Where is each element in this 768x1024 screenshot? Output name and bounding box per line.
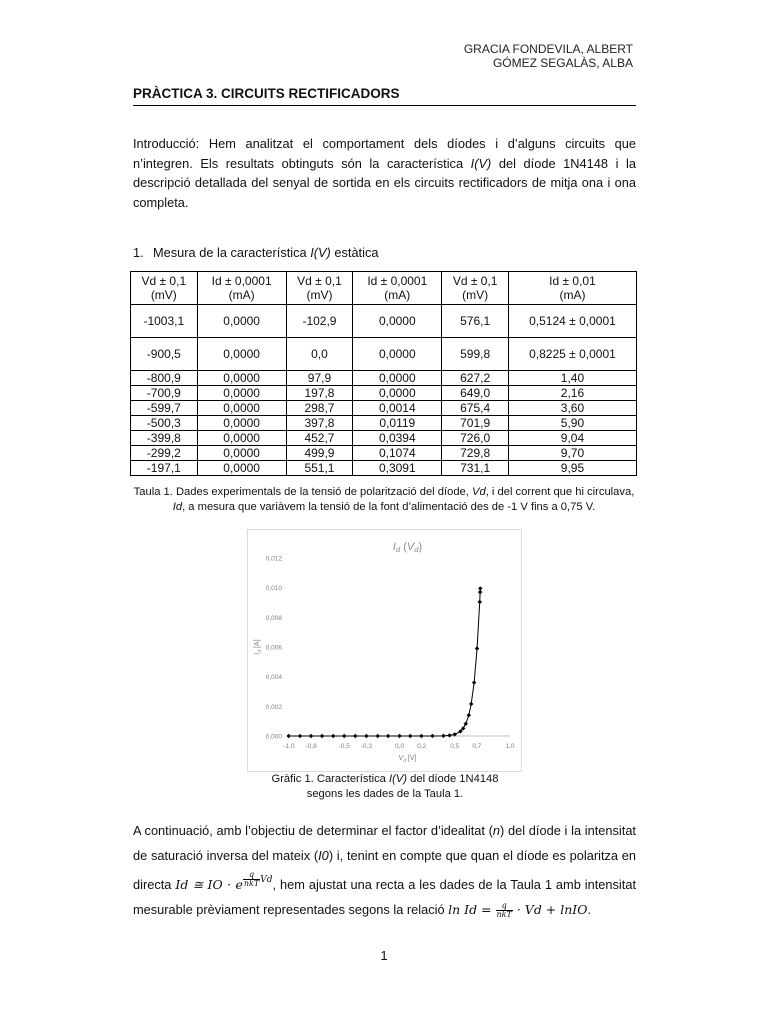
section-heading-1 bbox=[133, 245, 378, 260]
table-header-line: (mA) bbox=[559, 288, 586, 302]
table-cell: -500,3 bbox=[131, 416, 198, 431]
table-header-line: (mV) bbox=[306, 288, 333, 302]
table-cell: 0,0 bbox=[286, 338, 353, 371]
data-table bbox=[130, 271, 637, 476]
data-point bbox=[419, 734, 423, 738]
caption2-iv: I(V) bbox=[389, 773, 408, 785]
caption1-c: , a mesura que variàvem la tensió de la font d’alimentació des de -1 V fins a 0,75 V. bbox=[182, 501, 596, 513]
section-number: 1. bbox=[133, 245, 144, 260]
eq1-main: Id ≅ IO · e bbox=[175, 877, 243, 892]
table-header-line: Id ± 0,0001 bbox=[367, 274, 428, 288]
eq2-fraction bbox=[496, 902, 513, 919]
table-header-5 bbox=[508, 272, 636, 305]
x-tick-label: 0,7 bbox=[472, 743, 482, 750]
chart-caption-line2: segons les dades de la Taula 1. bbox=[306, 788, 464, 800]
table-row bbox=[131, 371, 637, 386]
data-point bbox=[286, 734, 290, 738]
para-c: ) i, tenint en compte que quan el díode es polaritza en directa bbox=[133, 848, 636, 892]
data-point bbox=[364, 734, 368, 738]
data-point bbox=[320, 734, 324, 738]
table-header-line: Id ± 0,01 bbox=[549, 274, 596, 288]
caption1-vd: Vd bbox=[472, 486, 486, 498]
intro-text-2: del díode 1N4148 i la descripció detallada del senyal de sortida en els circuits rectificadors de mitja ona i ona completa. bbox=[133, 155, 636, 210]
table-cell: -399,8 bbox=[131, 431, 198, 446]
table-header-4 bbox=[442, 272, 509, 305]
table-row bbox=[131, 416, 637, 431]
equation-1 bbox=[175, 870, 273, 892]
caption1-a: Taula 1. Dades experimentals de la tensió de polarització del díode, bbox=[133, 486, 472, 498]
table-cell: 298,7 bbox=[286, 401, 353, 416]
table-cell: -197,1 bbox=[131, 461, 198, 476]
table-cell: 729,8 bbox=[442, 446, 509, 461]
table-cell: -900,5 bbox=[131, 338, 198, 371]
table-cell: 0,3091 bbox=[353, 461, 442, 476]
x-tick-label: 0,5 bbox=[450, 743, 460, 750]
data-point bbox=[331, 734, 335, 738]
y-tick-label: 0,012 bbox=[265, 555, 282, 563]
y-axis-label: $I_d$ [A] bbox=[254, 639, 263, 655]
data-point bbox=[478, 586, 482, 590]
table-cell: 452,7 bbox=[286, 431, 353, 446]
chart-caption bbox=[200, 772, 570, 802]
eq1-exp-v: Vd bbox=[260, 875, 273, 885]
data-point bbox=[309, 734, 313, 738]
data-point bbox=[397, 734, 401, 738]
data-point bbox=[386, 734, 390, 738]
data-point bbox=[478, 590, 482, 594]
table-header-line: Id ± 0,0001 bbox=[211, 274, 272, 288]
table-cell: 649,0 bbox=[442, 386, 509, 401]
table-header-2 bbox=[286, 272, 353, 305]
table-cell: 0,0000 bbox=[353, 386, 442, 401]
body-paragraph bbox=[133, 818, 636, 922]
table-cell: 0,0000 bbox=[197, 431, 286, 446]
table-cell: -299,2 bbox=[131, 446, 198, 461]
intro-text-1: Introducció: Hem analitzat el comportament dels díodes i d’alguns circuits que n’integren. Els resultats obtinguts són la característica bbox=[133, 136, 636, 171]
table-cell: 0,0000 bbox=[197, 386, 286, 401]
eq1-frac-num: q bbox=[243, 871, 260, 880]
x-tick-label: -0,5 bbox=[338, 743, 350, 750]
eq1-fraction bbox=[243, 871, 260, 888]
section-iv: I(V) bbox=[310, 245, 331, 260]
table-cell: 0,0394 bbox=[353, 431, 442, 446]
table-caption bbox=[128, 485, 640, 515]
data-point bbox=[472, 680, 476, 684]
table-cell: 0,0014 bbox=[353, 401, 442, 416]
table-row bbox=[131, 431, 637, 446]
table-cell: 731,1 bbox=[442, 461, 509, 476]
para-d: , hem ajustat una recta a les dades de la Taula 1 amb intensitat mesurable prèviament representades segons la relació bbox=[133, 877, 636, 917]
chart-caption-line1 bbox=[200, 772, 570, 787]
table-cell: 0,0000 bbox=[197, 446, 286, 461]
table-cell: 9,70 bbox=[508, 446, 636, 461]
eq2-frac-num: q bbox=[496, 902, 513, 911]
x-tick-label: -1,0 bbox=[283, 743, 295, 750]
table-cell: -599,7 bbox=[131, 401, 198, 416]
table-header-line: Vd ± 0,1 bbox=[141, 274, 187, 288]
author-1: GRACIA FONDEVILA, ALBERT bbox=[463, 42, 633, 56]
table-cell: 0,0000 bbox=[353, 371, 442, 386]
author-block bbox=[464, 42, 633, 70]
table-cell: -700,9 bbox=[131, 386, 198, 401]
table-row bbox=[131, 401, 637, 416]
table-cell: 599,8 bbox=[442, 338, 509, 371]
caption1-id: Id bbox=[172, 501, 183, 513]
table-cell: -1003,1 bbox=[131, 305, 198, 338]
y-tick-label: 0,008 bbox=[265, 614, 282, 622]
section-text: Mesura de la característica bbox=[153, 245, 311, 260]
table-cell: 675,4 bbox=[442, 401, 509, 416]
y-tick-label: 0,000 bbox=[265, 733, 282, 741]
chart-title: Id (Vd) bbox=[392, 541, 423, 554]
table-cell: 397,8 bbox=[286, 416, 353, 431]
table-cell: 3,60 bbox=[508, 401, 636, 416]
table-header-line: (mA) bbox=[228, 288, 255, 302]
x-tick-label: 1,0 bbox=[505, 743, 515, 750]
iv-chart bbox=[248, 530, 521, 771]
section-tail: estàtica bbox=[330, 245, 379, 260]
y-tick-label: 0,004 bbox=[265, 674, 282, 682]
y-tick-label: 0,002 bbox=[265, 703, 282, 711]
equation-2 bbox=[448, 902, 587, 917]
eq2-right: · Vd + lnIO bbox=[516, 902, 588, 917]
table-cell: 0,8225 ± 0,0001 bbox=[508, 338, 636, 371]
table-row bbox=[131, 305, 637, 338]
data-point bbox=[430, 734, 434, 738]
table-cell: 0,0000 bbox=[197, 305, 286, 338]
table-cell: 0,0000 bbox=[197, 371, 286, 386]
table-body bbox=[131, 305, 637, 476]
caption2-a: Gràfic 1. Característica bbox=[271, 773, 390, 785]
table-cell: 0,0119 bbox=[353, 416, 442, 431]
para-a: A continuació, amb l’objectiu de determinar el factor d’idealitat ( bbox=[133, 823, 493, 838]
data-point bbox=[298, 734, 302, 738]
table-cell: 726,0 bbox=[442, 431, 509, 446]
table-cell: 0,0000 bbox=[197, 461, 286, 476]
table-cell: 0,0000 bbox=[197, 416, 286, 431]
data-point bbox=[469, 702, 473, 706]
table-cell: 551,1 bbox=[286, 461, 353, 476]
table-header-line: Vd ± 0,1 bbox=[297, 274, 342, 288]
x-axis-label: $V_d$ [V] bbox=[398, 755, 417, 764]
x-tick-label: -0,8 bbox=[305, 743, 317, 750]
table-cell: 197,8 bbox=[286, 386, 353, 401]
table-cell: 0,1074 bbox=[353, 446, 442, 461]
table-cell: -800,9 bbox=[131, 371, 198, 386]
table-header-3 bbox=[353, 272, 442, 305]
caption1-b: , i del corrent que hi circulava, bbox=[485, 486, 635, 498]
author-2: GÓMEZ SEGALÀS, ALBA bbox=[492, 56, 633, 70]
data-point bbox=[342, 734, 346, 738]
intro-iv: I(V) bbox=[470, 155, 492, 171]
x-tick-label: 0,2 bbox=[417, 743, 427, 750]
para-e: . bbox=[587, 902, 592, 917]
table-cell: 0,0000 bbox=[353, 338, 442, 371]
table-cell: 1,40 bbox=[508, 371, 636, 386]
table-cell: 701,9 bbox=[442, 416, 509, 431]
table-cell: 97,9 bbox=[286, 371, 353, 386]
table-cell: 576,1 bbox=[442, 305, 509, 338]
eq1-frac-den: nkT bbox=[243, 879, 260, 888]
table-header-line: (mV) bbox=[462, 288, 489, 302]
table-cell: 5,90 bbox=[508, 416, 636, 431]
table-header-0 bbox=[131, 272, 198, 305]
eq2-left: ln Id = bbox=[448, 902, 492, 917]
para-b: ) del díode i la intensitat de saturació inversa del mateix ( bbox=[133, 823, 636, 863]
data-point bbox=[475, 646, 479, 650]
table-cell: 0,0000 bbox=[353, 305, 442, 338]
table-cell: 0,5124 ± 0,0001 bbox=[508, 305, 636, 338]
table-header-row bbox=[131, 272, 637, 305]
caption2-b: del díode 1N4148 bbox=[407, 773, 499, 785]
data-point bbox=[376, 734, 380, 738]
series-line bbox=[289, 588, 481, 736]
table-cell: 2,16 bbox=[508, 386, 636, 401]
table-cell: -102,9 bbox=[286, 305, 353, 338]
data-point bbox=[353, 734, 357, 738]
data-point bbox=[464, 722, 468, 726]
table-row bbox=[131, 461, 637, 476]
table-cell: 499,9 bbox=[286, 446, 353, 461]
table-header-line: (mA) bbox=[384, 288, 411, 302]
chart-container bbox=[247, 529, 522, 772]
y-tick-label: 0,006 bbox=[265, 644, 282, 652]
para-i0: I0 bbox=[318, 848, 329, 863]
table-header-1 bbox=[197, 272, 286, 305]
page-title: PRÀCTICA 3. CIRCUITS RECTIFICADORS bbox=[133, 86, 636, 106]
table-cell: 9,04 bbox=[508, 431, 636, 446]
x-tick-label: 0,0 bbox=[394, 743, 405, 750]
table-cell: 0,0000 bbox=[197, 338, 286, 371]
table-header-line: Vd ± 0,1 bbox=[452, 274, 498, 288]
intro-paragraph bbox=[133, 134, 636, 212]
table-row bbox=[131, 386, 637, 401]
data-point bbox=[447, 733, 451, 737]
table-header-line: (mV) bbox=[150, 288, 177, 302]
table-cell: 0,0000 bbox=[197, 401, 286, 416]
page-number: 1 bbox=[380, 948, 388, 963]
table-row bbox=[131, 446, 637, 461]
data-point bbox=[441, 734, 445, 738]
table-cell: 9,95 bbox=[508, 461, 636, 476]
data-point bbox=[467, 713, 471, 717]
table-row bbox=[131, 338, 637, 371]
data-point bbox=[478, 600, 482, 604]
eq2-frac-den: nkT bbox=[496, 910, 512, 919]
y-tick-label: 0,010 bbox=[265, 585, 282, 593]
x-tick-label: -0,3 bbox=[360, 743, 372, 750]
table-cell: 627,2 bbox=[442, 371, 509, 386]
data-point bbox=[408, 734, 412, 738]
para-n: n bbox=[492, 823, 501, 838]
